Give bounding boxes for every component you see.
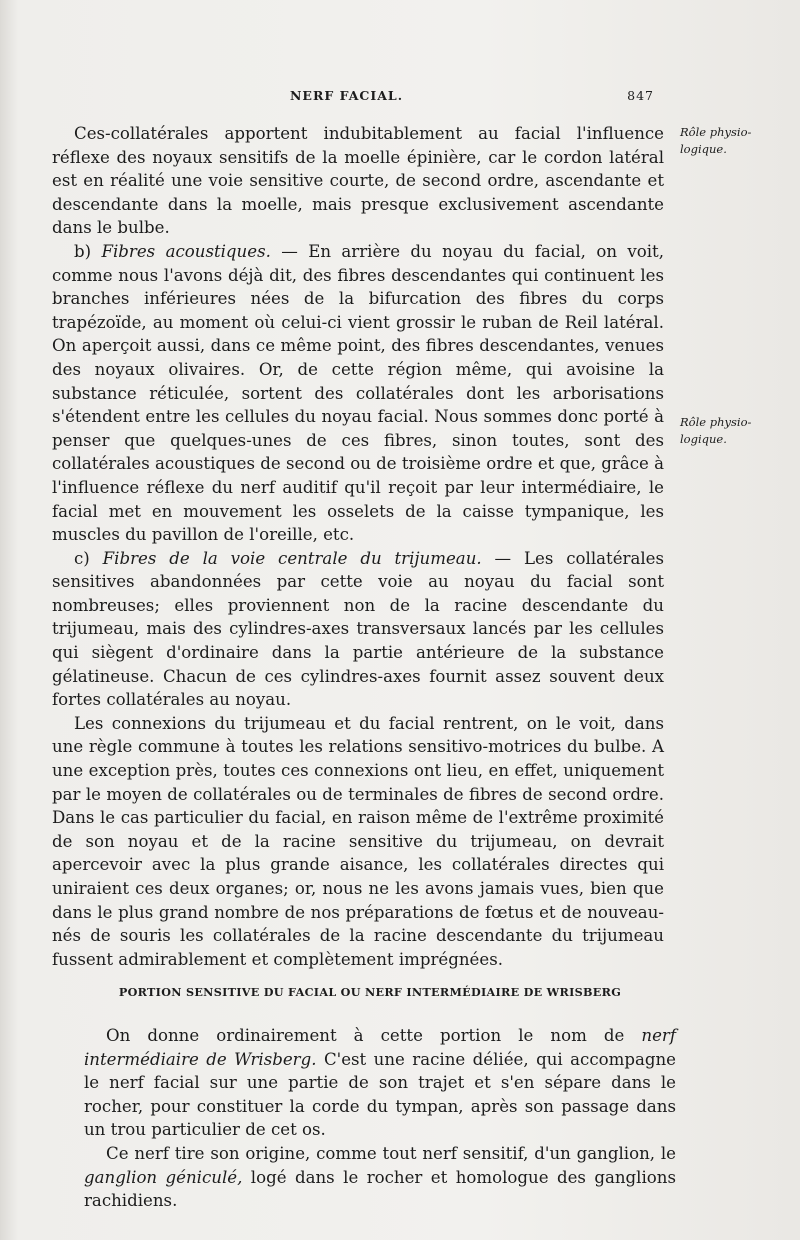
paragraph-text: C'est une racine déliée, qui accompagne le nerf facial sur une partie de son trajet et s'en sépare dans le rocher, pour constituer la corde du tympan, après son passage dans un trou particulier de cet os. <box>84 1049 676 1140</box>
item-letter: c) <box>74 548 103 568</box>
emphasis-term: nerf intermédiaire de Wrisberg. <box>84 1026 676 1069</box>
body-text <box>52 122 664 971</box>
running-title: NERF FACIAL. <box>290 88 404 103</box>
item-letter: b) <box>74 241 102 261</box>
paragraph <box>84 1142 676 1213</box>
section-heading: PORTION SENSITIVE DU FACIAL OU NERF INTERMÉDIAIRE DE WRISBERG <box>118 985 622 999</box>
paragraph-title: Fibres de la voie centrale du trijumeau. <box>102 548 482 568</box>
margin-note: Rôle physio-logique. <box>680 415 752 446</box>
paragraph-title: Fibres acoustiques. <box>101 241 271 261</box>
paragraph-fibres-acoustiques <box>52 240 664 547</box>
paragraph-text: — Les collatérales sensitives abandonnées par cette voie au noyau du facial sont nombreuses; elles proviennent non de la racine descendante du trijumeau, mais des cylindres-axes transversaux lancés par les cellules qui siègent d'ordinaire dans la partie antérieure de la substance gélatineuse. Chacun de ces cylindres-axes fournit assez souvent deux fortes collatérales au noyau. <box>52 548 665 710</box>
paragraph-text: Ce nerf tire son origine, comme tout nerf sensitif, d'un ganglion, le <box>106 1143 676 1163</box>
page-number: 847 <box>627 88 654 103</box>
margin-note: Rôle physio-logique. <box>680 125 752 156</box>
paragraph <box>84 1024 676 1142</box>
paragraph: Les connexions du trijumeau et du facial rentrent, on le voit, dans une règle commune à toutes les relations sensitivo-motrices du bulbe. A une exception près, toutes ces connexions ont lieu, en effet, uniquement par le moyen de collatérales ou de terminales de fibres de second ordre. Dans le cas particulier du facial, en raison même de l'extrême proximité de son noyau et de la racine sensitive du trijumeau, on devrait apercevoir avec la plus grande aisance, les collatérales directes qui uniraient ces deux organes; or, nous ne les avons jamais vues, bien que dans le plus grand nombre de nos préparations de fœtus et de nouveau-nés de souris les collatérales de la racine descendante du trijumeau fussent admirablement et complètement imprégnées. <box>52 713 664 969</box>
paragraph: Ces-collatérales apportent indubitablement au facial l'influence réflexe des noyaux sensitifs de la moelle épinière, car le cordon latéral est en réalité une voie sensitive courte, de second ordre, ascendante et descendante dans la moelle, mais presque exclusivement ascendante dans le bulbe. <box>52 124 664 238</box>
paragraph-text: On donne ordinairement à cette portion le nom de <box>106 1026 642 1045</box>
paragraph-text: logé dans le rocher et homologue des ganglions rachidiens. <box>84 1167 676 1211</box>
running-header <box>48 88 658 110</box>
paragraph-text: — En arrière du noyau du facial, on voit, comme nous l'avons déjà dit, des fibres descendantes qui continuent les branches inférieures nées de la bifurcation des fibres du corps trapézoïde, au moment où celui-ci vient grossir le ruban de Reil latéral. On aperçoit aussi, dans ce même point, des fibres descendantes, venues des noyaux olivaires. Or, de cette région même, qui avoisine la substance réticulée, sortent des collatérales dont les arborisations s'étendent entre les cellules du noyau facial. Nous sommes donc porté à penser que quelques-unes de ces fibres, sinon toutes, sont des collatérales acoustiques de second ou de troisième ordre et que, grâce à l'influence réflexe du nerf auditif qu'il reçoit par leur intermédiaire, le facial met en mouvement les osselets de la caisse tympanique, les muscles du pavillon de l'oreille, etc. <box>52 241 664 545</box>
paragraph-voie-centrale <box>52 547 664 712</box>
section-body-text <box>84 1024 676 1213</box>
emphasis-term: ganglion géniculé, <box>84 1167 243 1187</box>
